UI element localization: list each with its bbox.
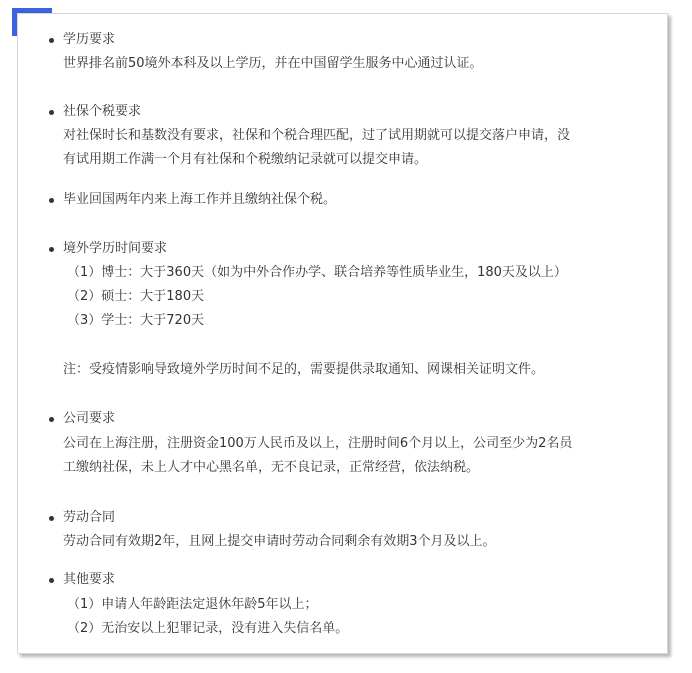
- section-title-labor-contract: 劳动合同: [63, 510, 116, 525]
- section-title-education: 学历要求: [63, 32, 116, 47]
- requirements-card: [17, 13, 668, 654]
- bullet-dot: [49, 198, 54, 203]
- bullet-dot: [49, 417, 54, 422]
- section-title-social-insurance: 社保个税要求: [63, 104, 142, 119]
- section-line: （2）硕士：大于180天: [67, 289, 205, 304]
- section-line: 劳动合同有效期2年，且网上提交申请时劳动合同剩余有效期3个月及以上。: [63, 534, 496, 549]
- section-title-company: 公司要求: [63, 411, 116, 426]
- section-title-return-timing: 毕业回国两年内来上海工作并且缴纳社保个税。: [63, 192, 337, 207]
- section-title-overseas-duration: 境外学历时间要求: [63, 241, 168, 256]
- section-line: 对社保时长和基数没有要求，社保和个税合理匹配，过了试用期就可以提交落户申请，没: [63, 128, 571, 143]
- bullet-dot: [49, 110, 54, 115]
- section-line: （1）申请人年龄距法定退休年龄5年以上；: [67, 597, 318, 612]
- bullet-dot: [49, 516, 54, 521]
- section-line: 世界排名前50境外本科及以上学历，并在中国留学生服务中心通过认证。: [63, 56, 483, 71]
- section-line: （1）博士：大于360天（如为中外合作办学、联合培养等性质毕业生，180天及以上）: [67, 265, 567, 280]
- bullet-dot: [49, 38, 54, 43]
- section-line: 公司在上海注册，注册资金100万人民币及以上，注册时间6个月以上，公司至少为2名员: [63, 436, 573, 451]
- section-line: （3）学士：大于720天: [67, 313, 205, 328]
- bullet-dot: [49, 578, 54, 583]
- section-note: 注：受疫情影响导致境外学历时间不足的，需要提供录取通知、网课相关证明文件。: [63, 362, 545, 377]
- section-line: （2）无治安以上犯罪记录，没有进入失信名单。: [67, 621, 349, 636]
- bullet-dot: [49, 247, 54, 252]
- section-title-other: 其他要求: [63, 572, 116, 587]
- section-line: 工缴纳社保，未上人才中心黑名单，无不良记录，正常经营，依法纳税。: [63, 460, 480, 475]
- section-line: 有试用期工作满一个月有社保和个税缴纳记录就可以提交申请。: [63, 152, 428, 167]
